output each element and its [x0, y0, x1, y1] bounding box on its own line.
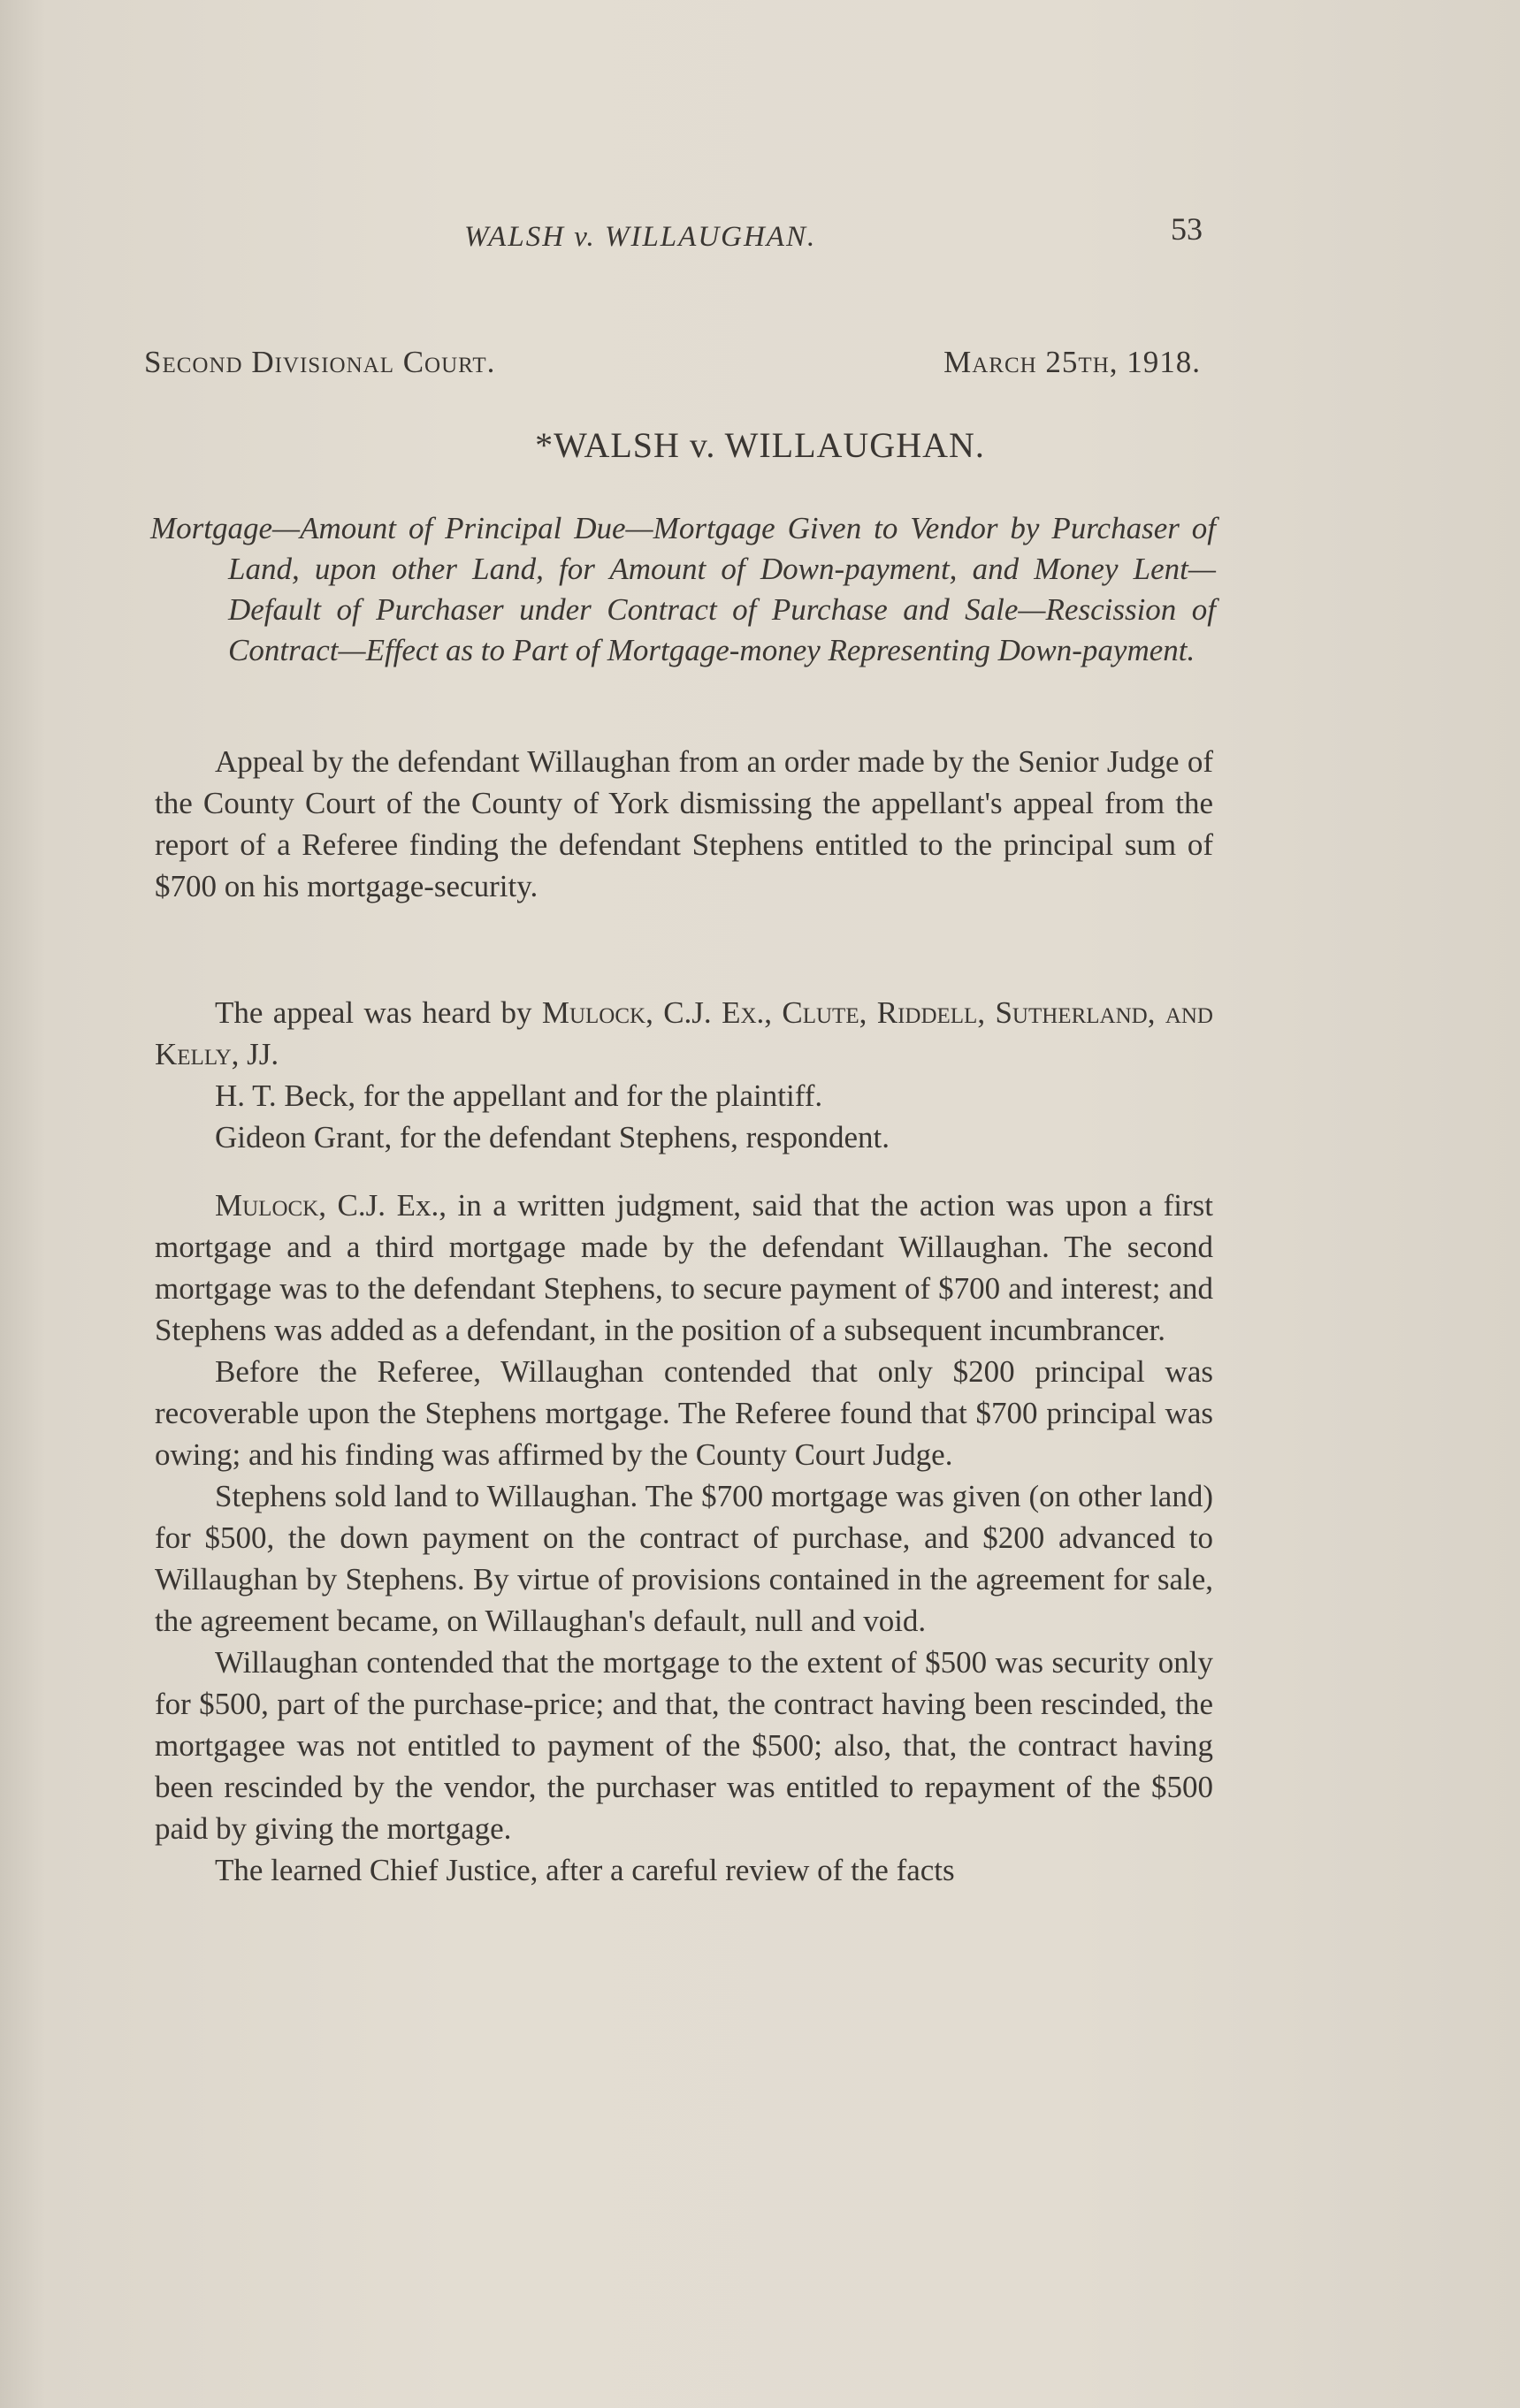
appeal-section [155, 741, 1213, 907]
judgment-section [155, 1185, 1213, 1891]
appeal-paragraph: Appeal by the defendant Willaughan from an order made by the Senior Judge of the County Court of the County of York dismissing the appellant's appeal from the report of a Referee finding the defendant Stephens entitled to the principal sum of $700 on his mortgage-security. [155, 744, 1213, 903]
judgment-paragraph: Before the Referee, Willaughan contended that only $200 principal was recoverable upon the Stephens mortgage. The Referee found that $700 principal was owing; and his finding was affirmed by the County Court Judge. [155, 1354, 1213, 1472]
judgment-opening-text: , C.J. Ex., in a written judgment, said that the action was upon a first mortgage and a third mortgage made by the defendant Willaughan. The second mortgage was to the defendant Stephens, to secure payment of $700 and interest; and Stephens was added as a defendant, in the position of a subsequent incumbrancer. [155, 1188, 1213, 1347]
judges-names: Mulock, C.J. Ex., Clute, Riddell, Sutherland, and Kelly, JJ. [155, 995, 1213, 1071]
case-title: *WALSH v. WILLAUGHAN. [535, 425, 985, 465]
judgment-opening [155, 1185, 1213, 1351]
counsel-appellant: H. T. Beck, for the appellant and for the plaintiff. [215, 1078, 823, 1113]
running-title: WALSH v. WILLAUGHAN. [464, 221, 817, 253]
heard-by-paragraph [155, 992, 1213, 1075]
counsel-respondent: Gideon Grant, for the defendant Stephens, respondent. [215, 1120, 890, 1154]
judge-name: Mulock [215, 1188, 319, 1223]
court-name: Second Divisional Court. [144, 345, 496, 379]
page-header [150, 210, 1203, 263]
judgment-paragraph: Willaughan contended that the mortgage to the extent of $500 was security only for $500, part of the purchase-price; and that, the contract having been rescinded, the mortgagee was not entitled to payment of the $500; also, that, the contract having been rescinded by the vendor, the purchaser was entitled to repayment of the $500 paid by giving the mortgage. [155, 1645, 1213, 1846]
heard-by-prefix: The appeal was heard by [215, 995, 542, 1030]
headnote [150, 508, 1216, 671]
judgment-date: March 25th, 1918. [943, 345, 1201, 379]
hearing-section [155, 992, 1213, 1158]
headnote-text: Mortgage—Amount of Principal Due—Mortgage Given to Vendor by Purchaser of Land, upon other Land, for Amount of Down-payment, and Money Lent—Default of Purchaser under Contract of Purchase and Sale—Rescission of Contract—Effect as to Part of Mortgage-money Representing Down-payment. [150, 511, 1216, 667]
page-number: 53 [1171, 211, 1203, 247]
judgment-paragraph: Stephens sold land to Willaughan. The $700 mortgage was given (on other land) for $500, the down payment on the contract of purchase, and $200 advanced to Willaughan by Stephens. By virtue of provisions contained in the agreement for sale, the agreement became, on Willaughan's default, null and void. [155, 1479, 1213, 1638]
judgment-paragraph: The learned Chief Justice, after a careful review of the facts [215, 1853, 955, 1887]
